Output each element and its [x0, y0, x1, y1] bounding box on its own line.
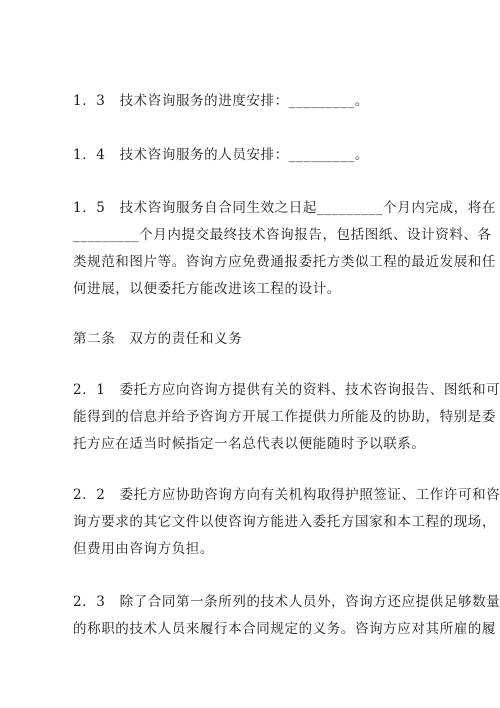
- clause-1-5-line-4: 何进展，以便委托方能改进该工程的设计。: [73, 281, 341, 297]
- clause-2-1-line-3: 托方应在适当时候指定一名总代表以便能随时予以联系。: [73, 436, 426, 452]
- clause-2-3-line-2: 的称职的技术人员来履行本合同规定的义务。咨询方应对其所雇的履: [73, 621, 496, 637]
- clause-1-5-line-2: _________个月内提交最终技术咨询报告，包括图纸、设计资料、各: [73, 227, 492, 243]
- clause-1-4: 1．4 技术咨询服务的人员安排：_________。: [73, 147, 370, 163]
- clause-2-2-line-1: 2．2 委托方应协助咨询方向有关机构取得护照签证、工作许可和咨: [73, 487, 500, 503]
- clause-1-5-line-3: 类规范和图片等。咨询方应免费通报委托方类似工程的最近发展和任: [73, 254, 496, 270]
- clause-2-3-line-1: 2．3 除了合同第一条所列的技术人员外，咨询方还应提供足够数量: [73, 594, 500, 610]
- clause-2-1-line-2: 能得到的信息并给予咨询方开展工作提供力所能及的协助，特别是委: [73, 409, 496, 425]
- clause-2-2-line-2: 询方要求的其它文件以使咨询方能进入委托方国家和本工程的现场，: [73, 514, 496, 530]
- section-heading-article-2: 第二条 双方的责任和义务: [73, 331, 243, 347]
- clause-2-1-line-1: 2．1 委托方应向咨询方提供有关的资料、技术咨询报告、图纸和可: [73, 382, 500, 398]
- clause-1-5-line-1: 1．5 技术咨询服务自合同生效之日起_________个月内完成，将在: [73, 200, 496, 216]
- clause-2-2-line-3: 但费用由咨询方负担。: [73, 541, 214, 557]
- clause-1-3: 1．3 技术咨询服务的进度安排：_________。: [73, 93, 370, 109]
